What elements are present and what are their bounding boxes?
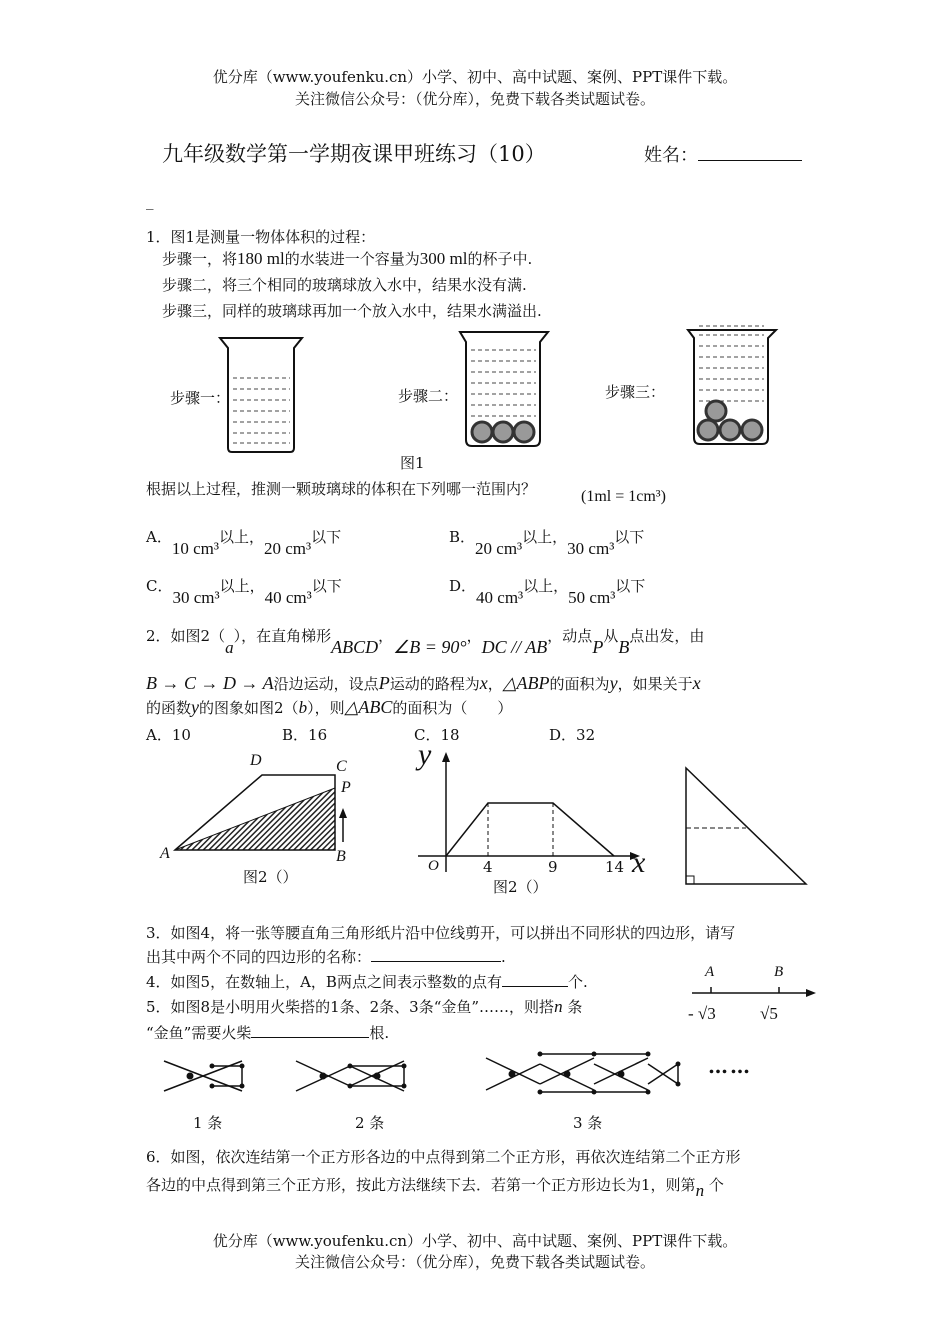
label-b: B	[336, 848, 346, 865]
name-label: 姓名：	[644, 145, 698, 166]
q3-line2: 出其中两个不同的四边形的名称： .	[146, 948, 506, 966]
sqrt5-label: √5	[760, 1004, 778, 1023]
tick-9: 9	[548, 858, 558, 876]
q1-option-d: D．40 cm³以上，50 cm³以下	[449, 577, 646, 607]
fig2a-caption: 图2（）	[243, 868, 298, 886]
origin-label: O	[428, 858, 439, 874]
q1-step2: 步骤二，将三个相同的玻璃球放入水中，结果水没有满.	[162, 276, 527, 294]
dash-mark: _	[146, 192, 154, 210]
y-axis-label: y	[418, 738, 432, 771]
fish-3	[486, 1052, 681, 1095]
fish-1	[164, 1061, 245, 1091]
q6-line1: 6．如图，依次连结第一个正方形各边的中点得到第二个正方形，再依次连结第二个正方形	[146, 1148, 741, 1166]
q3-line1: 3．如图4，将一张等腰直角三角形纸片沿中位线剪开，可以拼出不同形状的四边形，请写	[146, 924, 736, 942]
q2-option-a: A．10	[146, 726, 191, 744]
x-axis-label: x	[632, 846, 646, 879]
step2-label: 步骤二：	[398, 387, 459, 405]
header-line-1: 优分库（www.youfenku.cn）小学、初中、高中试题、案例、PPT课件下载。	[212, 68, 738, 86]
q2-line3: 的函数y的图象如图2（b），则△ABC的面积为（ ）	[146, 697, 513, 717]
q6-line2: 各边的中点得到第三个正方形，按此方法继续下去．若第一个正方形边长为1，则第n 个	[146, 1176, 724, 1200]
q2-line2: B → C → D → A沿边运动，设点P运动的路程为x，△ABP的面积为y，如果关于x	[146, 673, 701, 693]
q2-line1: 2．如图2（a），在直角梯形ABCD，∠B = 90°，DC // AB，动点P从B点出发，由	[146, 627, 705, 657]
q1-intro: 1．图1是测量一物体体积的过程：	[146, 228, 376, 246]
q5-line1: 5．如图8是小明用火柴搭的1条、2条、3条“金鱼”……，则搭n 条	[146, 997, 583, 1016]
header-line-2: 关注微信公众号：（优分库），免费下载各类试题试卷。	[294, 90, 655, 108]
fish-3-label: 3 条	[573, 1114, 603, 1132]
q1-unit-note: (1ml = 1cm³)	[581, 488, 666, 505]
label-d: D	[250, 752, 262, 769]
step3-label: 步骤三：	[605, 383, 666, 401]
tick-14: 14	[605, 858, 625, 876]
tick-4: 4	[483, 858, 493, 876]
footer-line-1: 优分库（www.youfenku.cn）小学、初中、高中试题、案例、PPT课件下载。	[212, 1232, 738, 1250]
step1-label: 步骤一：	[170, 389, 231, 407]
q2-option-b: B．16	[282, 726, 328, 744]
point-b-label: B	[774, 964, 784, 980]
label-c: C	[336, 758, 347, 775]
label-p: P	[341, 779, 351, 796]
q4-text: 4．如图5，在数轴上，A，B两点之间表示整数的点有 个.	[146, 973, 588, 991]
q1-option-b: B．20 cm³以上，30 cm³以下	[449, 528, 645, 558]
footer-line-2: 关注微信公众号：（优分库），免费下载各类试题试卷。	[294, 1253, 655, 1271]
fig2b-caption: 图2（）	[493, 878, 548, 896]
page-title: 九年级数学第一学期夜课甲班练习（10）	[162, 142, 546, 166]
q2-option-d: D．32	[549, 726, 596, 744]
label-a: A	[160, 845, 170, 862]
fish-2	[296, 1061, 407, 1091]
q1-question: 根据以上过程，推测一颗玻璃球的体积在下列哪一范围内？	[146, 480, 537, 498]
neg-sqrt3-label: - √3	[688, 1004, 716, 1023]
point-a-label: A	[705, 964, 715, 980]
q1-step3: 步骤三，同样的玻璃球再加一个放入水中，结果水满溢出.	[162, 302, 542, 320]
q1-option-a: A．10 cm³以上，20 cm³以下	[146, 528, 342, 558]
q2-option-c: C．18	[414, 726, 460, 744]
continuation-dots: ……	[708, 1054, 752, 1078]
q1-step1: 步骤一，将180 ml的水装进一个容量为300 ml的杯子中.	[162, 249, 533, 268]
fig1-caption: 图1	[400, 454, 425, 472]
q5-line2: “金鱼”需要火柴 根.	[146, 1024, 390, 1042]
fish-2-label: 2 条	[355, 1114, 385, 1132]
q1-option-c: C．30 cm³以上，40 cm³以下	[146, 577, 342, 607]
fish-1-label: 1 条	[193, 1114, 223, 1132]
